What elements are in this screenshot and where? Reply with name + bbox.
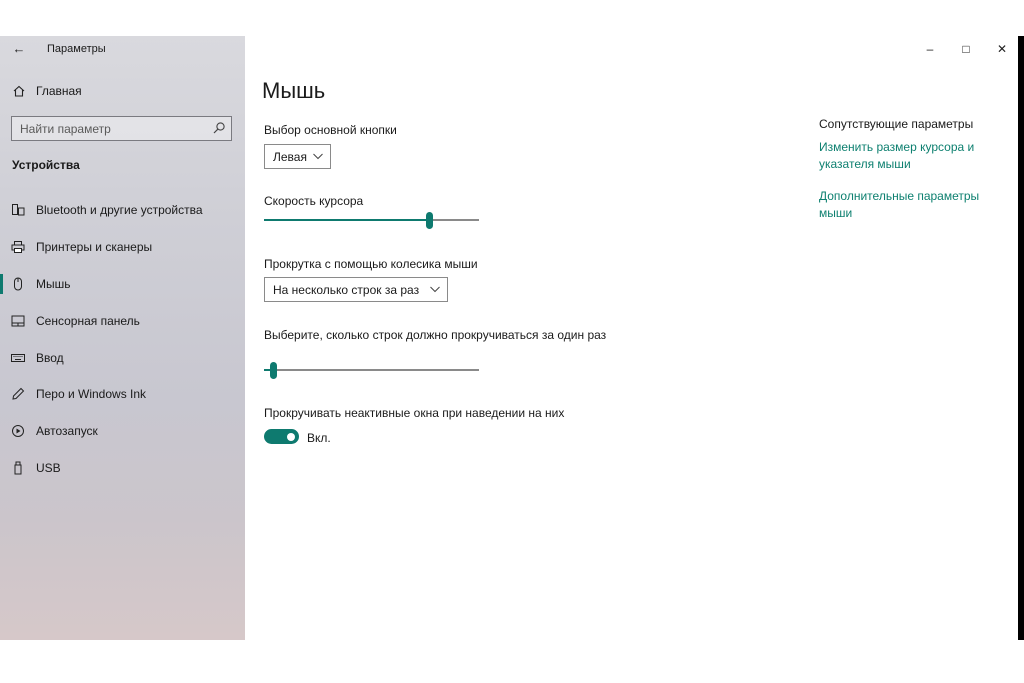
- sidebar-item-bluetooth[interactable]: [0, 197, 245, 223]
- sidebar-item-autoplay[interactable]: [0, 418, 245, 444]
- settings-window: [0, 36, 1024, 640]
- sidebar-item-mouse[interactable]: [0, 271, 245, 297]
- autoplay-icon: [11, 424, 25, 438]
- sidebar-item-label: Перо и Windows Ink: [36, 387, 147, 401]
- printer-icon: [11, 240, 25, 254]
- usb-icon: [11, 461, 25, 475]
- related-settings-title: Сопутствующие параметры: [819, 117, 974, 131]
- keyboard-icon: [11, 351, 25, 365]
- sidebar-item-label: Главная: [36, 84, 82, 98]
- additional-mouse-options-link[interactable]: Дополнительные параметры мыши: [819, 189, 980, 220]
- search-box[interactable]: [11, 116, 232, 141]
- wheel-scroll-dropdown[interactable]: [264, 277, 448, 302]
- maximize-icon[interactable]: □: [962, 42, 970, 56]
- sidebar-item-typing[interactable]: [0, 345, 245, 371]
- sidebar-item-label: Принтеры и сканеры: [36, 240, 153, 254]
- sidebar-item-label: Автозапуск: [36, 424, 98, 438]
- inactive-scroll-label: Прокручивать неактивные окна при наведении на них: [264, 406, 565, 420]
- section-title: Устройства: [12, 158, 80, 172]
- toggle-state-label: Вкл.: [307, 431, 331, 445]
- slider-fill: [264, 219, 429, 221]
- bluetooth-devices-icon: [11, 203, 25, 217]
- cursor-speed-slider[interactable]: [264, 210, 479, 230]
- slider-thumb[interactable]: [270, 362, 277, 379]
- sidebar-item-label: Bluetooth и другие устройства: [36, 203, 203, 217]
- sidebar-item-label: Мышь: [36, 277, 71, 291]
- sidebar-item-label: Ввод: [36, 351, 64, 365]
- sidebar: [0, 36, 245, 640]
- primary-button-label: Выбор основной кнопки: [264, 123, 397, 137]
- lines-to-scroll-label: Выберите, сколько строк должно прокручиваться за один раз: [264, 328, 607, 342]
- main-content: [245, 36, 1018, 640]
- cursor-size-link[interactable]: Изменить размер курсора и указателя мыши: [819, 140, 975, 171]
- dropdown-value: На несколько строк за раз: [273, 283, 420, 297]
- back-arrow-icon[interactable]: ←: [12, 41, 26, 56]
- minimize-icon[interactable]: –: [926, 42, 934, 56]
- touchpad-icon: [11, 314, 25, 328]
- page-title: Мышь: [262, 78, 326, 103]
- window-edge: [1018, 36, 1024, 640]
- search-icon[interactable]: [212, 121, 226, 135]
- slider-track: [264, 369, 479, 371]
- sidebar-item-usb[interactable]: [0, 455, 245, 481]
- app-title: Параметры: [47, 43, 106, 55]
- dropdown-value: Левая: [273, 150, 307, 164]
- active-indicator: [0, 274, 3, 294]
- sidebar-item-label: Сенсорная панель: [36, 314, 140, 328]
- pen-icon: [11, 387, 25, 401]
- wheel-scroll-label: Прокрутка с помощью колесика мыши: [264, 257, 478, 271]
- mouse-icon: [11, 277, 25, 291]
- home-icon: [12, 84, 26, 98]
- slider-thumb[interactable]: [426, 212, 433, 229]
- sidebar-item-label: USB: [36, 461, 61, 475]
- close-icon[interactable]: ✕: [996, 42, 1008, 56]
- sidebar-item-pen[interactable]: [0, 381, 245, 407]
- sidebar-item-printers[interactable]: [0, 234, 245, 260]
- chevron-down-icon: [429, 283, 441, 295]
- cursor-speed-label: Скорость курсора: [264, 194, 364, 208]
- lines-to-scroll-slider[interactable]: [264, 360, 479, 380]
- sidebar-item-touchpad[interactable]: [0, 308, 245, 334]
- search-input[interactable]: [20, 120, 200, 137]
- sidebar-item-home[interactable]: [0, 80, 245, 102]
- title-bar: [0, 36, 245, 62]
- chevron-down-icon: [312, 150, 324, 162]
- toggle-knob: [287, 433, 295, 441]
- inactive-scroll-toggle[interactable]: [264, 429, 299, 444]
- primary-button-dropdown[interactable]: [264, 144, 331, 169]
